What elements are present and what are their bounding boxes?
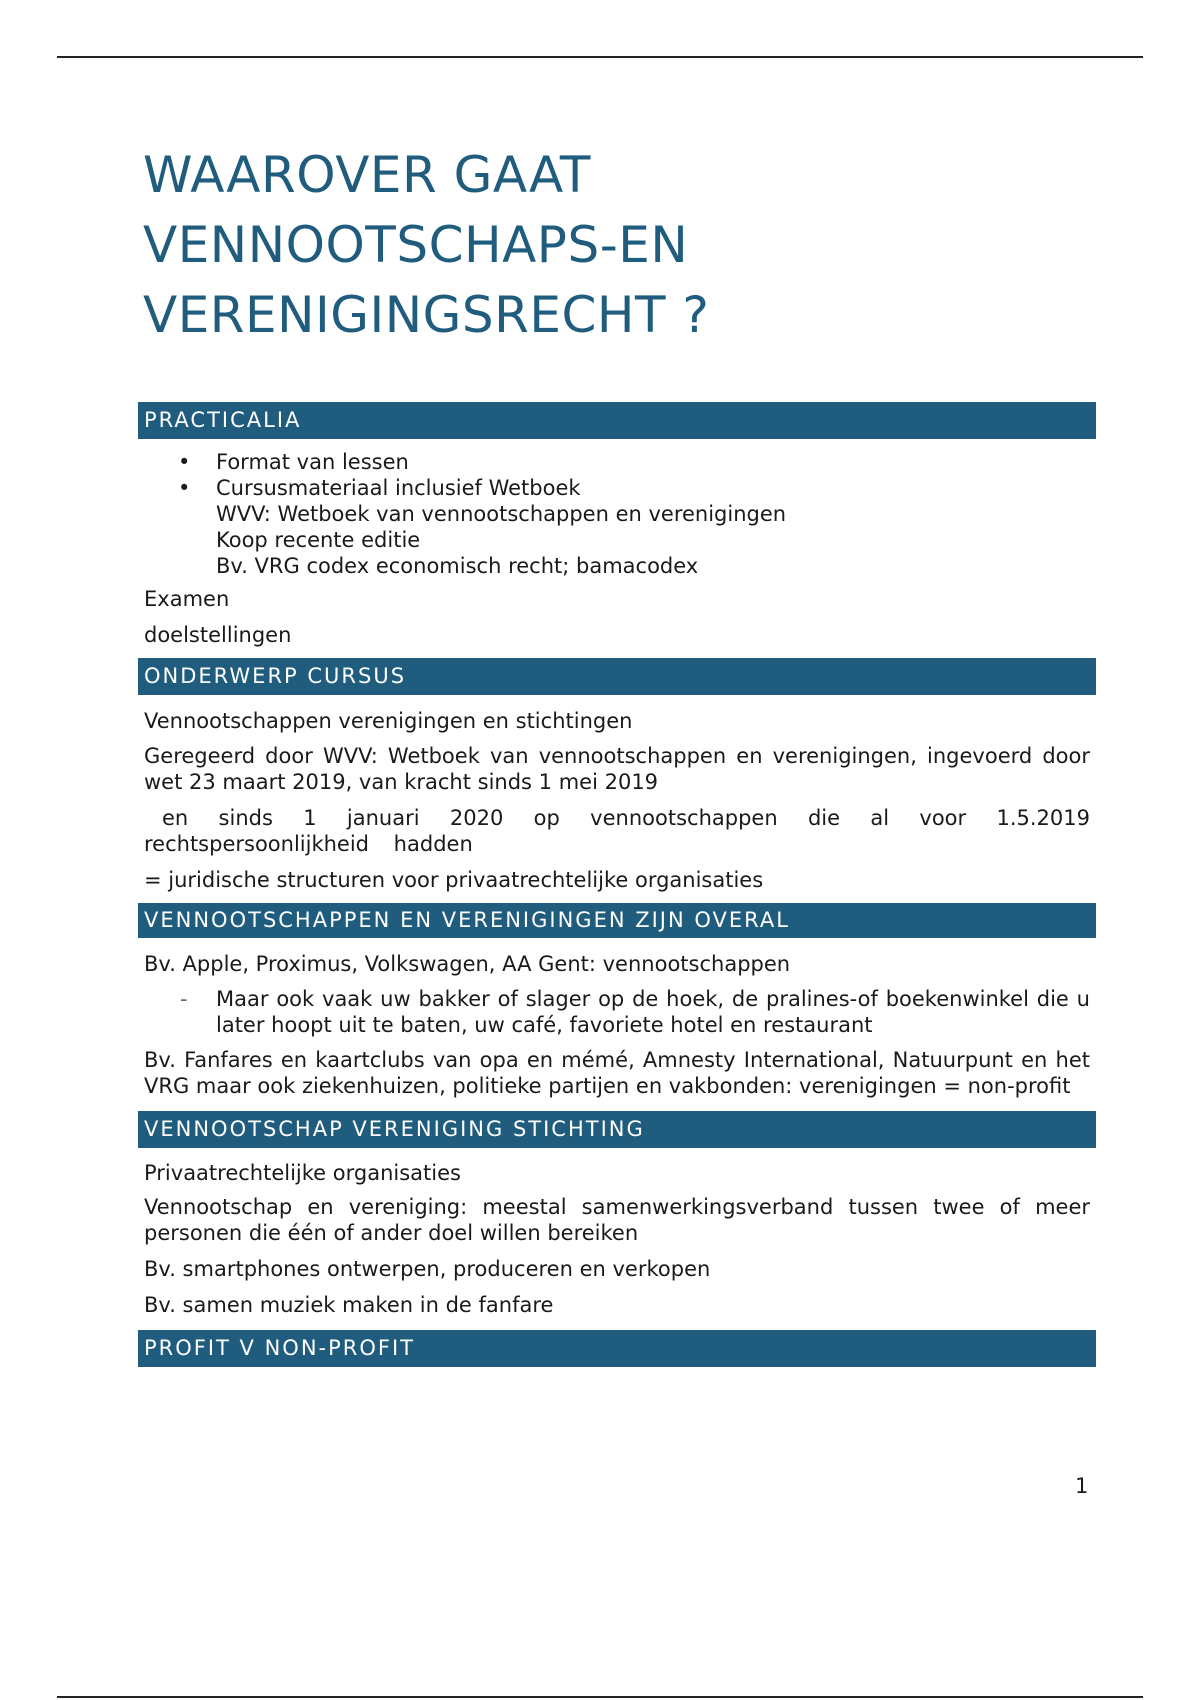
dash-icon: - <box>180 987 188 1011</box>
document-title <box>143 140 1096 350</box>
section-heading-onderwerp: ONDERWERP CURSUS <box>138 658 1096 695</box>
header-rule <box>57 56 1143 58</box>
paragraph: Examen <box>144 587 230 611</box>
text-line: Koop recente editie <box>216 528 421 552</box>
text-line: Bv. VRG codex economisch recht; bamacodex <box>216 554 699 578</box>
title-line: VENNOOTSCHAPS-EN <box>143 216 689 274</box>
paragraph: Privaatrechtelijke organisaties <box>144 1161 461 1185</box>
text-line: WVV: Wetboek van vennootschappen en verenigingen <box>216 502 787 526</box>
list-item: • Cursusmateriaal inclusief Wetboek <box>178 476 581 500</box>
list-item: - Maar ook vaak uw bakker of slager op de hoek, de pralines-of boekenwinkel die u later hoopt uit te baten, uw café, favoriete hotel en restaurant <box>180 987 1090 1037</box>
page-number: 1 <box>1075 1474 1089 1498</box>
practicalia-bullet-list <box>138 449 1096 501</box>
document-body <box>138 140 1096 1367</box>
section-heading-profit: PROFIT V NON-PROFIT <box>138 1330 1096 1367</box>
paragraph: Bv. smartphones ontwerpen, produceren en verkopen <box>144 1257 711 1281</box>
paragraph: Vennootschappen verenigingen en stichtingen <box>144 709 633 733</box>
overal-dash-list <box>138 986 1096 1038</box>
paragraph: Bv. Fanfares en kaartclubs van opa en mémé, Amnesty International, Natuurpunt en het VRG maar ook ziekenhuizen, politieke partijen en vakbonden: verenigingen = non-profit <box>144 1048 1090 1098</box>
paragraph: Bv. samen muziek maken in de fanfare <box>144 1293 554 1317</box>
section-heading-overal: VENNOOTSCHAPPEN EN VERENIGINGEN ZIJN OVERAL <box>138 903 1096 938</box>
section-heading-practicalia: PRACTICALIA <box>138 402 1096 439</box>
title-line: WAAROVER GAAT <box>143 146 591 204</box>
paragraph: doelstellingen <box>144 623 292 647</box>
practicalia-sub-lines <box>138 501 1096 579</box>
list-item: • Format van lessen <box>178 450 409 474</box>
paragraph: en sinds 1 januari 2020 op vennootschappen die al voor 1.5.2019 rechtspersoonlijkheid hadden <box>144 806 1090 856</box>
bullet-icon: • <box>178 476 191 500</box>
footer-rule <box>57 1696 1143 1698</box>
paragraph: Bv. Apple, Proximus, Volkswagen, AA Gent: vennootschappen <box>144 952 791 976</box>
title-line: VERENIGINGSRECHT ? <box>143 286 710 344</box>
section-heading-stichting: VENNOOTSCHAP VERENIGING STICHTING <box>138 1111 1096 1148</box>
paragraph: = juridische structuren voor privaatrechtelijke organisaties <box>144 868 764 892</box>
bullet-icon: • <box>178 450 191 474</box>
paragraph: Vennootschap en vereniging: meestal samenwerkingsverband tussen twee of meer personen die één of ander doel willen bereiken <box>144 1195 1090 1245</box>
paragraph: Geregeerd door WVV: Wetboek van vennootschappen en verenigingen, ingevoerd door wet 23 maart 2019, van kracht sinds 1 mei 2019 <box>144 744 1090 794</box>
